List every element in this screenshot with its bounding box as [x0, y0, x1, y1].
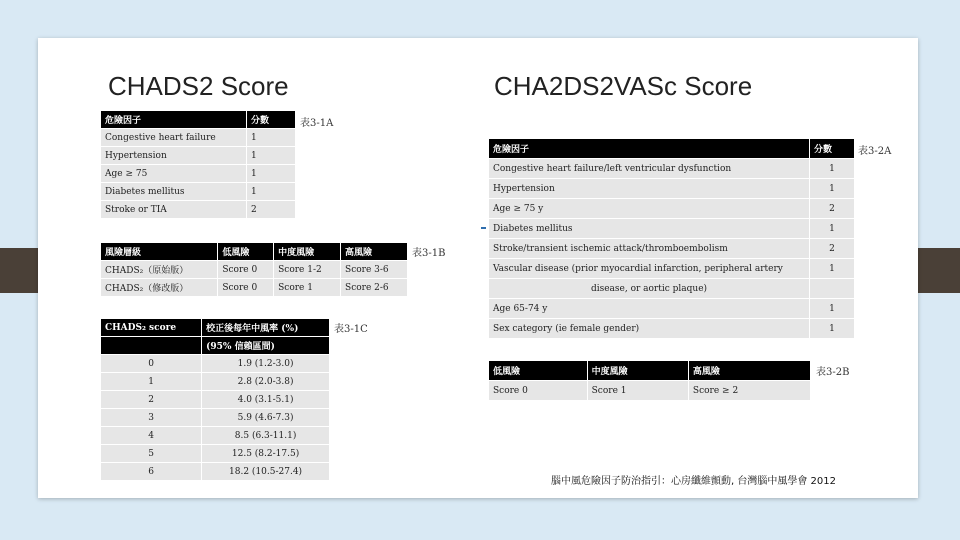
- cell: 2: [247, 201, 296, 219]
- cell: 1: [247, 165, 296, 183]
- cell: 1: [247, 183, 296, 201]
- table-tag: 表3-2B: [816, 367, 850, 378]
- table-row: [101, 201, 296, 219]
- cell: 3: [101, 409, 202, 427]
- table-tag: 表3-1A: [300, 118, 334, 129]
- chads2-title: CHADS2 Score: [108, 71, 289, 101]
- header-cell: 分數: [810, 139, 855, 159]
- header-cell: 校正後每年中風率 (%): [202, 319, 330, 337]
- table-row: [489, 199, 855, 219]
- cell: 8.5 (6.3-11.1): [202, 427, 330, 445]
- cell: Congestive heart failure/left ventricular dysfunction: [489, 159, 810, 179]
- cell: 6: [101, 463, 202, 481]
- cell: Age 65-74 y: [489, 299, 810, 319]
- table-row: [101, 445, 330, 463]
- cell: disease, or aortic plaque): [489, 279, 810, 299]
- table-row: [489, 279, 855, 299]
- cell: Score 0: [218, 279, 274, 297]
- cell: 1: [810, 219, 855, 239]
- cell: Score ≥ 2: [688, 381, 810, 401]
- left-decor-bar: [0, 248, 40, 293]
- table-row: [489, 219, 855, 239]
- cell: 5.9 (4.6-7.3): [202, 409, 330, 427]
- table-row: [489, 239, 855, 259]
- cell: Age ≥ 75 y: [489, 199, 810, 219]
- table-row: [101, 183, 296, 201]
- cell: 2: [810, 199, 855, 219]
- cell: 12.5 (8.2-17.5): [202, 445, 330, 463]
- table-row: [101, 409, 330, 427]
- cell: Hypertension: [101, 147, 247, 165]
- cell: Hypertension: [489, 179, 810, 199]
- table-row: [101, 427, 330, 445]
- table-3-2b: [488, 360, 811, 401]
- cell: 4.0 (3.1-5.1): [202, 391, 330, 409]
- cell: 1: [810, 259, 855, 279]
- header-cell: 分數: [247, 111, 296, 129]
- cell: 1: [101, 373, 202, 391]
- header-cell: 高風險: [341, 243, 408, 261]
- cell: Age ≥ 75: [101, 165, 247, 183]
- table-row: [489, 299, 855, 319]
- cell: Congestive heart failure: [101, 129, 247, 147]
- cell: 1: [247, 129, 296, 147]
- cha2ds2vasc-title: CHA2DS2VASc Score: [494, 71, 753, 101]
- cell: Score 3-6: [341, 261, 408, 279]
- header-cell: 中度風險: [274, 243, 341, 261]
- cell: 1: [810, 299, 855, 319]
- header-cell: 低風險: [489, 361, 588, 381]
- table-header: [489, 139, 855, 159]
- cell: Vascular disease (prior myocardial infarction, peripheral artery: [489, 259, 810, 279]
- table-row: [101, 165, 296, 183]
- cell: Stroke/transient ischemic attack/thromboembolism: [489, 239, 810, 259]
- table-tag: 表3-1B: [412, 248, 446, 259]
- cell: 1: [247, 147, 296, 165]
- header-cell: 高風險: [688, 361, 810, 381]
- table-row: [489, 159, 855, 179]
- cell: 1: [810, 159, 855, 179]
- cell: CHADS₂（原始版）: [101, 261, 218, 279]
- cell: Score 0: [489, 381, 588, 401]
- cell: Score 1: [587, 381, 688, 401]
- cell: Score 2-6: [341, 279, 408, 297]
- table-row: [489, 381, 811, 401]
- cell: 1: [810, 319, 855, 339]
- table-row: [101, 391, 330, 409]
- cell: 5: [101, 445, 202, 463]
- cell: Score 0: [218, 261, 274, 279]
- table-row: [101, 261, 408, 279]
- table-row: [101, 373, 330, 391]
- table-row: [101, 355, 330, 373]
- table-tag: 表3-1C: [334, 324, 368, 335]
- cell: 2: [101, 391, 202, 409]
- table-3-1b: [100, 242, 408, 297]
- reference-citation: 腦中風危險因子防治指引：心房纖維顫動, 台灣腦中風學會 2012: [551, 476, 836, 487]
- cell: Sex category (ie female gender): [489, 319, 810, 339]
- table-row: [489, 179, 855, 199]
- cell: Diabetes mellitus: [489, 219, 810, 239]
- table-row: [101, 129, 296, 147]
- header-cell: 低風險: [218, 243, 274, 261]
- table-row: [101, 279, 408, 297]
- cell: 0: [101, 355, 202, 373]
- table-header: [101, 111, 296, 129]
- header-cell: (95% 信賴區間): [202, 337, 330, 355]
- header-cell: 中度風險: [587, 361, 688, 381]
- cell: Diabetes mellitus: [101, 183, 247, 201]
- table-header: [101, 319, 330, 337]
- table-row: [101, 147, 296, 165]
- table-row: [489, 319, 855, 339]
- cell: CHADS₂（修改版）: [101, 279, 218, 297]
- cell: [810, 279, 855, 299]
- cell: 2.8 (2.0-3.8): [202, 373, 330, 391]
- cell: Score 1: [274, 279, 341, 297]
- table-header: [489, 361, 811, 381]
- cell: 18.2 (10.5-27.4): [202, 463, 330, 481]
- cell: Stroke or TIA: [101, 201, 247, 219]
- table-row: [101, 463, 330, 481]
- cell: 2: [810, 239, 855, 259]
- cell: 4: [101, 427, 202, 445]
- header-cell: 危險因子: [489, 139, 810, 159]
- header-cell: 風險層級: [101, 243, 218, 261]
- table-3-2a: [488, 138, 855, 339]
- header-cell: CHADS₂ score: [101, 319, 202, 337]
- cell: Score 1-2: [274, 261, 341, 279]
- slide: [38, 38, 918, 498]
- cell: 1: [810, 179, 855, 199]
- table-row: [489, 259, 855, 279]
- cell: 1.9 (1.2-3.0): [202, 355, 330, 373]
- table-3-1a: [100, 110, 296, 219]
- header-cell: 危險因子: [101, 111, 247, 129]
- table-3-1c: [100, 318, 330, 481]
- table-header: [101, 243, 408, 261]
- table-tag: 表3-2A: [858, 146, 892, 157]
- table-subheader: [101, 337, 330, 355]
